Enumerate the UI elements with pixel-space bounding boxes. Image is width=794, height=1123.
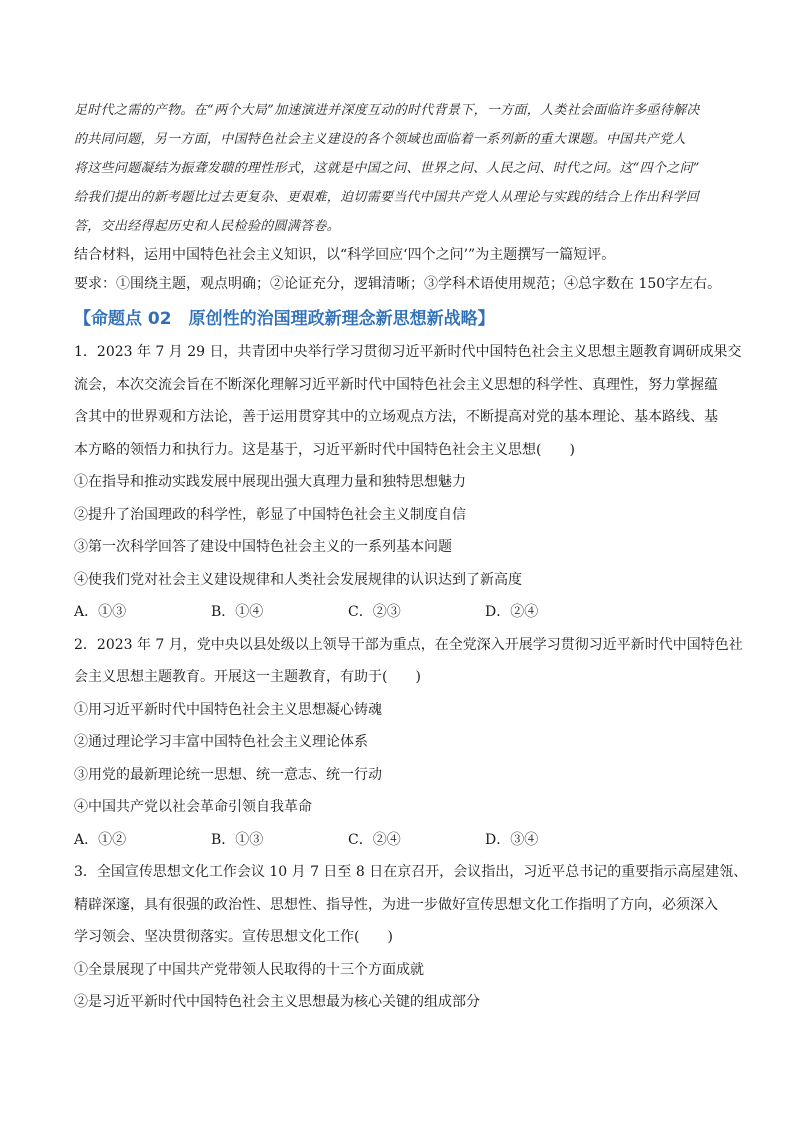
document-page [74, 96, 748, 1019]
statement: ③第一次科学回答了建设中国特色社会主义的一系列基本问题 [74, 539, 452, 555]
statement: ③用党的最新理论统一思想、统一意志、统一行动 [74, 766, 382, 783]
answer-options [74, 824, 734, 857]
question-stem: 1．2023 年 7 月 29 日，共青团中央举行学习贯彻习近平新时代中国特色社会主义思想主题教育调研成果交 [74, 344, 742, 360]
option-b: B．①④ [211, 604, 264, 620]
option-a: A．①③ [74, 604, 127, 620]
option-d: D．②④ [485, 604, 539, 620]
question-1 [74, 336, 742, 629]
section-title: 【命题点 02 原创性的治国理政新理念新思想新战略】 [74, 309, 495, 329]
statement: ①在指导和推动实践发展中展现出强大真理力量和独特思想魅力 [74, 474, 466, 490]
essay-task: 结合材料，运用中国特色社会主义知识，以“科学回应‘四个之问’”为主题撰写一篇短评。 [74, 247, 616, 263]
question-3 [74, 856, 748, 1019]
option-b: B．①③ [211, 831, 264, 848]
statement: ①用习近平新时代中国特色社会主义思想凝心铸魂 [74, 701, 382, 718]
statement: ②是习近平新时代中国特色社会主义思想最为核心关键的组成部分 [74, 994, 480, 1010]
statement: ④使我们党对社会主义建设规律和人类社会发展规律的认识达到了新高度 [74, 571, 522, 588]
material-line: 将这些问题凝结为振聋发聩的理性形式，这就是中国之问、世界之问、人民之问、时代之问。这“四个之问” [74, 161, 700, 176]
question-stem: 精辟深邃，具有很强的政治性、思想性、指导性，为进一步做好宣传思想文化工作指明了方向，必须深入 [74, 896, 718, 913]
question-stem: 2．2023 年 7 月，党中央以县处级以上领导干部为重点，在全党深入开展学习贯彻习近平新时代中国特色社 [74, 636, 743, 653]
material-passage [74, 96, 734, 241]
option-d: D．③④ [485, 831, 539, 848]
option-c: C．②④ [348, 831, 401, 848]
question-2 [74, 629, 743, 857]
question-stem: 会主义思想主题教育。开展这一主题教育，有助于( ) [74, 669, 421, 685]
option-a: A．①② [74, 831, 127, 848]
question-stem: 3．全国宣传思想文化工作会议 10 月 7 日至 8 日在京召开，会议指出，习近平总书记的重要指示高屋建瓴、 [74, 864, 748, 880]
material-line: 答，交出经得起历史和人民检验的圆满答卷。 [74, 219, 341, 234]
statement: ④中国共产党以社会革命引领自我革命 [74, 799, 312, 815]
statement: ②提升了治国理政的科学性，彰显了中国特色社会主义制度自信 [74, 506, 466, 523]
question-stem: 学习领会、坚决贯彻落实。宣传思想文化工作( ) [74, 929, 393, 945]
question-stem: 含其中的世界观和方法论，善于运用贯穿其中的立场观点方法，不断提高对党的基本理论、基本路线、基 [74, 409, 718, 425]
material-line: 给我们提出的新考题比过去更复杂、更艰难，迫切需要当代中国共产党人从理论与实践的结合上作出科学回 [74, 190, 700, 205]
statement: ①全景展现了中国共产党带领人民取得的十三个方面成就 [74, 961, 424, 978]
material-line: 的共同问题，另一方面，中国特色社会主义建设的各个领域也面临着一系列新的重大课题。中国共产党人 [74, 132, 686, 147]
material-line: 足时代之需的产物。在“两个大局”加速演进并深度互动的时代背景下，一方面，人类社会面临许多亟待解决 [74, 103, 700, 118]
question-stem: 流会，本次交流会旨在不断深化理解习近平新时代中国特色社会主义思想的科学性、真理性，努力掌握蕴 [74, 376, 718, 393]
essay-requirements: 要求：①围绕主题，观点明确；②论证充分，逻辑清晰；③学科术语使用规范；④总字数在 150字左右。 [74, 276, 722, 292]
answer-options [74, 596, 734, 629]
statement: ②通过理论学习丰富中国特色社会主义理论体系 [74, 734, 368, 750]
option-c: C．②③ [348, 604, 401, 620]
question-stem: 本方略的领悟力和执行力。这是基于，习近平新时代中国特色社会主义思想( ) [74, 441, 575, 458]
